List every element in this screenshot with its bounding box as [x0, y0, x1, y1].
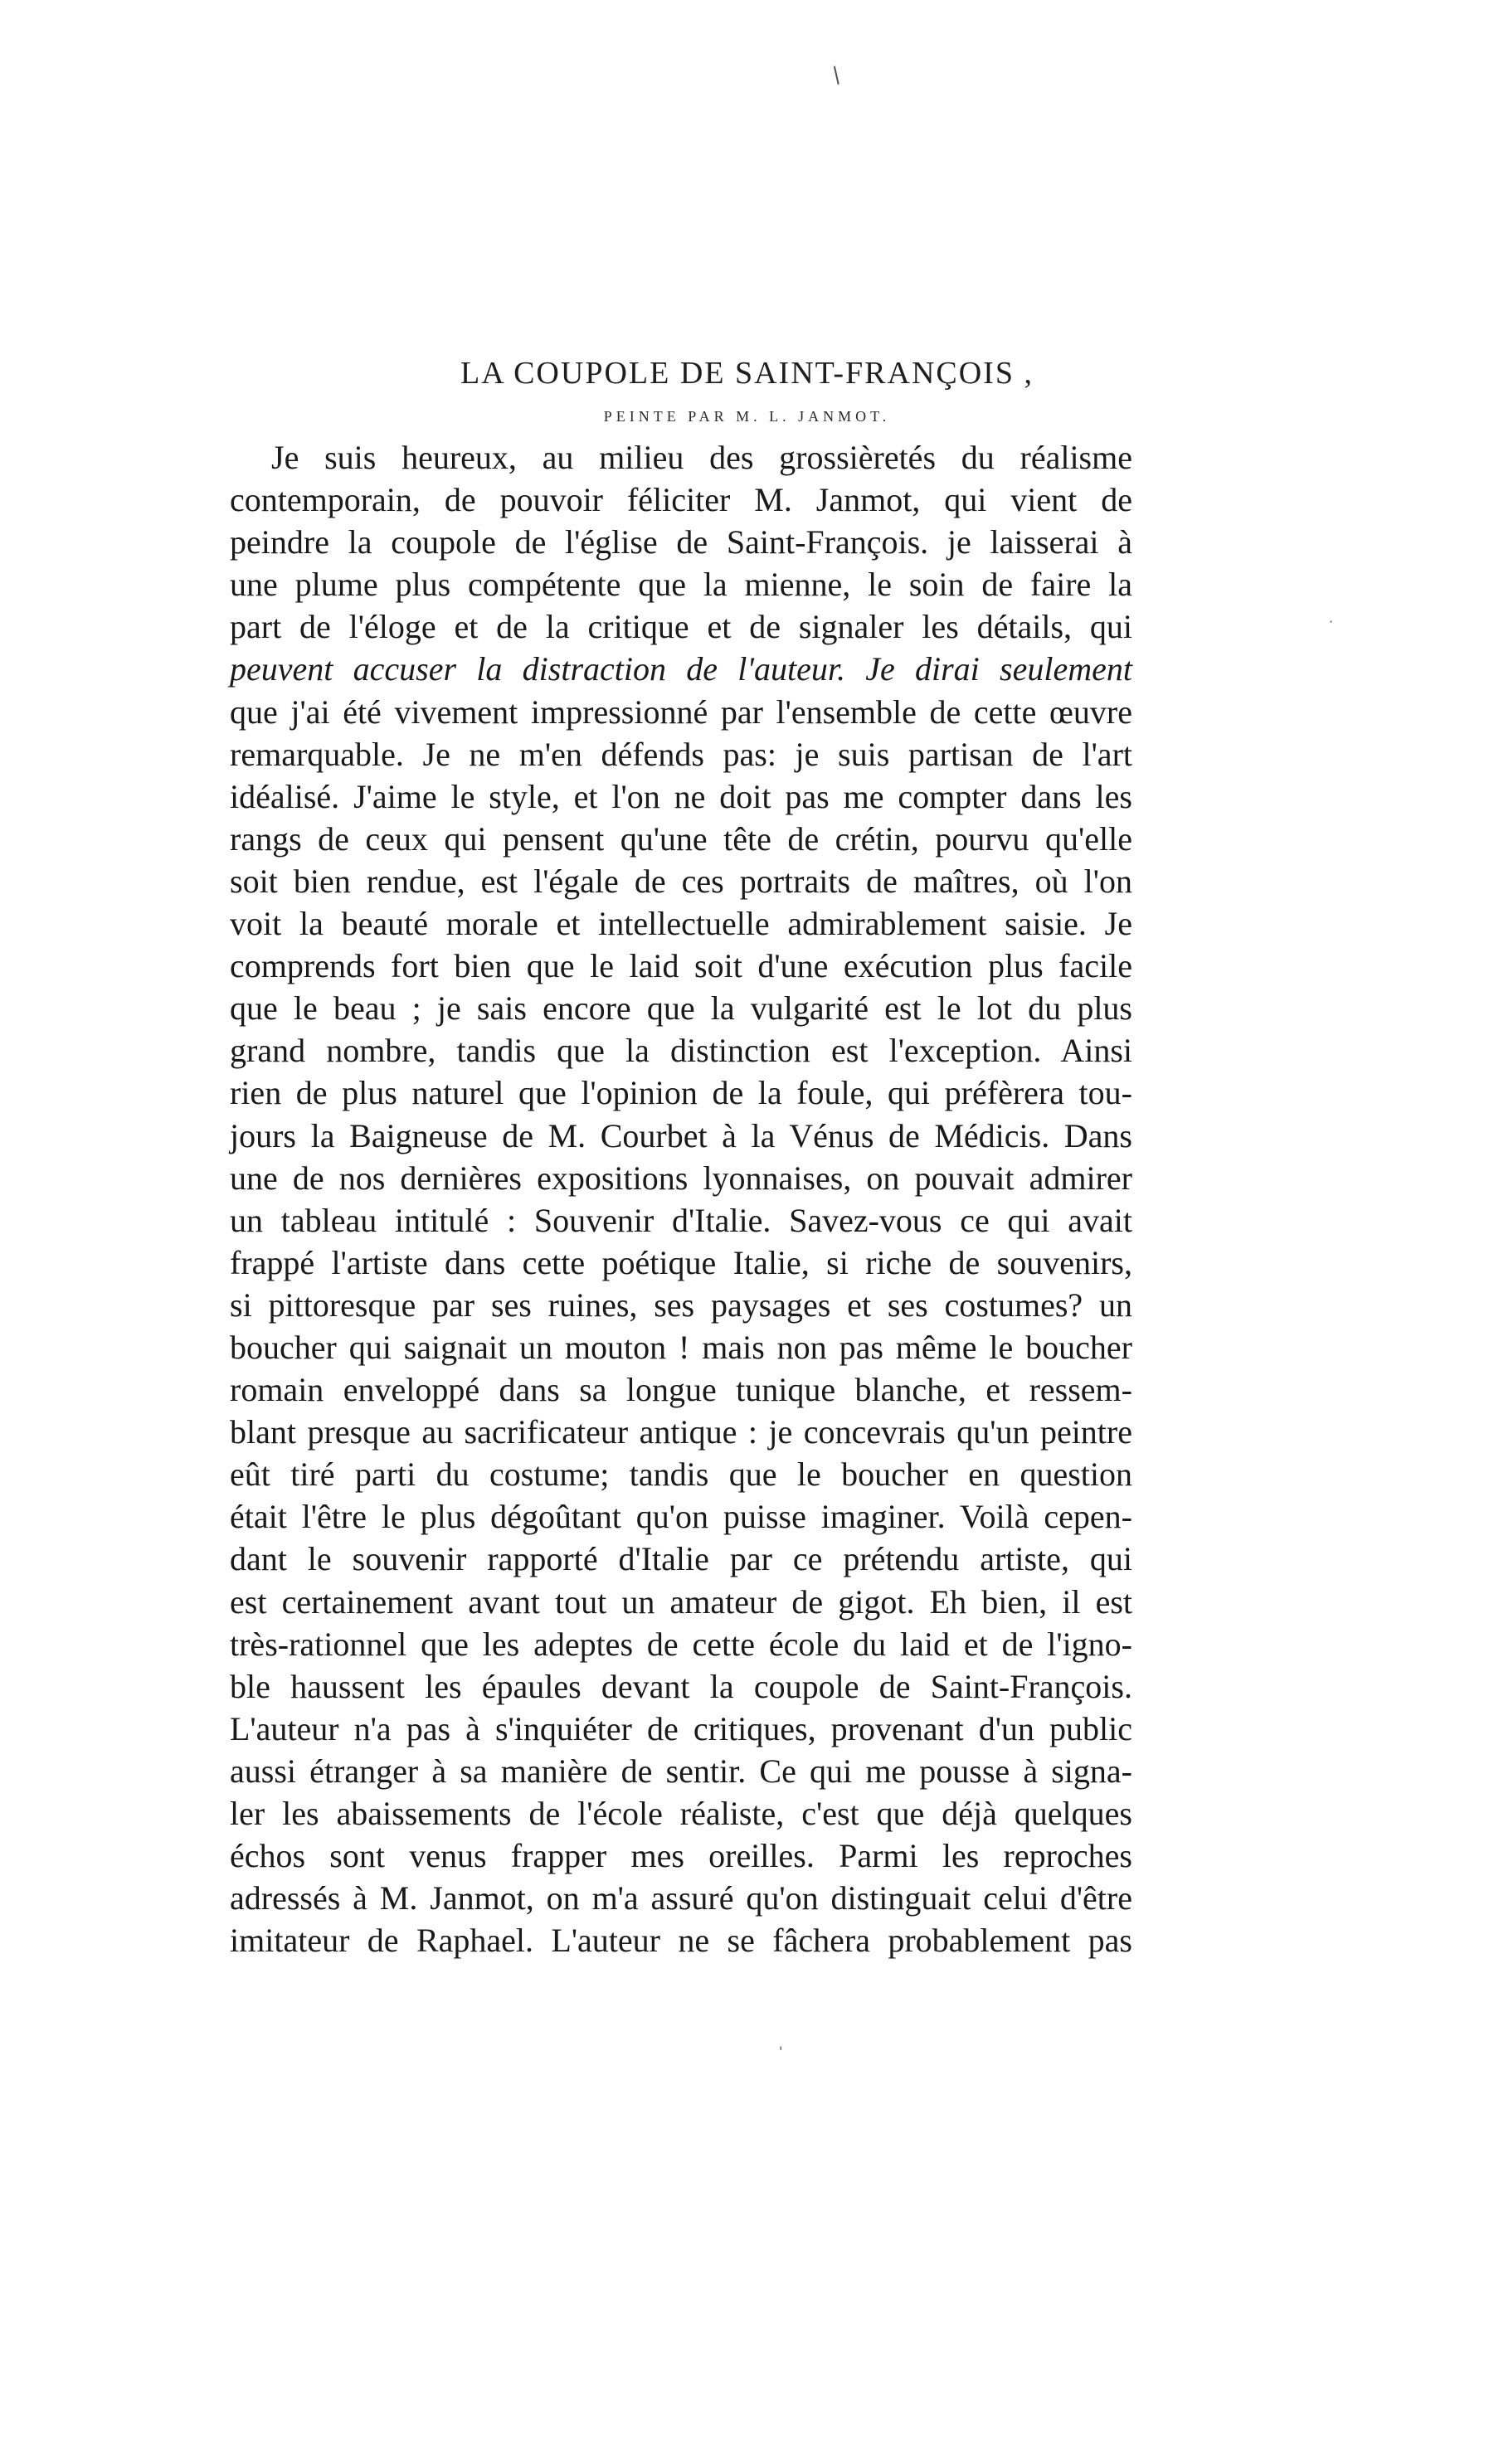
- text-line: blant presque au sacrificateur antique : je concevrais qu'un peintre: [230, 1413, 1132, 1451]
- text-line: rien de plus naturel que l'opinion de la foule, qui préfèrera tou-: [230, 1074, 1132, 1112]
- text-line: si pittoresque par ses ruines, ses paysages et ses costumes? un: [230, 1285, 1132, 1324]
- text-line: très-rationnel que les adeptes de cette école du laid et de l'igno-: [230, 1625, 1132, 1663]
- text-line: dant le souvenir rapporté d'Italie par ce prétendu artiste, qui: [230, 1540, 1132, 1578]
- text-line: peindre la coupole de l'église de Saint-François. je laisserai à: [230, 523, 1132, 561]
- body-text: [230, 436, 1132, 1961]
- text-line: que j'ai été vivement impressionné par l'ensemble de cette œuvre: [230, 693, 1132, 731]
- text-line: que le beau ; je sais encore que la vulgarité est le lot du plus: [230, 989, 1132, 1028]
- text-line: ler les abaissements de l'école réaliste, c'est que déjà quelques: [230, 1795, 1132, 1832]
- text-line: eût tiré parti du costume; tandis que le boucher en question: [230, 1456, 1132, 1494]
- text-line: remarquable. Je ne m'en défends pas: je suis partisan de l'art: [230, 735, 1132, 773]
- text-line: aussi étranger à sa manière de sentir. Ce qui me pousse à signa-: [230, 1752, 1132, 1790]
- text-line: rangs de ceux qui pensent qu'une tête de crétin, pourvu qu'elle: [230, 819, 1132, 858]
- text-line: voit la beauté morale et intellectuelle admirablement saisie. Je: [230, 905, 1132, 943]
- page-subtitle: PEINTE PAR M. L. JANMOT.: [603, 408, 891, 425]
- text-line: contemporain, de pouvoir féliciter M. Janmot, qui vient de: [230, 481, 1132, 519]
- text-line: idéalisé. J'aime le style, et l'on ne doit pas me compter dans les: [230, 777, 1132, 815]
- text-line: une de nos dernières expositions lyonnaises, on pouvait admirer: [230, 1159, 1132, 1197]
- text-line: un tableau intitulé : Souvenir d'Italie. Savez-vous ce qui avait: [230, 1201, 1132, 1239]
- text-line: est certainement avant tout un amateur de gigot. Eh bien, il est: [230, 1582, 1132, 1621]
- text-line: jours la Baigneuse de M. Courbet à la Vénus de Médicis. Dans: [230, 1116, 1132, 1154]
- text-line: échos sont venus frapper mes oreilles. Parmi les reproches: [230, 1837, 1132, 1875]
- stray-mark-right: ·: [1329, 614, 1334, 629]
- text-line: était l'être le plus dégoûtant qu'on puisse imaginer. Voilà cepen-: [230, 1498, 1132, 1536]
- stray-mark-bottom: ': [779, 2044, 783, 2059]
- text-line: soit bien rendue, est l'égale de ces portraits de maîtres, où l'on: [230, 862, 1132, 900]
- text-line: romain enveloppé dans sa longue tunique blanche, et ressem-: [230, 1371, 1132, 1409]
- text-line: adressés à M. Janmot, on m'a assuré qu'on distinguait celui d'être: [230, 1879, 1132, 1917]
- stray-mark-top: /: [827, 62, 846, 89]
- text-line: Je suis heureux, au milieu des grossièretés du réalisme: [271, 439, 1132, 476]
- text-line: part de l'éloge et de la critique et de signaler les détails, qui: [230, 608, 1132, 646]
- text-line: frappé l'artiste dans cette poétique Italie, si riche de souvenirs,: [230, 1243, 1132, 1281]
- text-line: imitateur de Raphael. L'auteur ne se fâchera probablement pas: [230, 1922, 1132, 1960]
- text-line: L'auteur n'a pas à s'inquiéter de critiques, provenant d'un public: [230, 1709, 1132, 1747]
- text-line: peuvent accuser la distraction de l'auteur. Je dirai seulement: [230, 650, 1132, 688]
- text-line: boucher qui saignait un mouton ! mais non pas même le boucher: [230, 1328, 1132, 1366]
- text-line: ble haussent les épaules devant la coupole de Saint-François.: [230, 1667, 1132, 1705]
- text-line: comprends fort bien que le laid soit d'une exécution plus facile: [230, 947, 1132, 985]
- text-line: une plume plus compétente que la mienne, le soin de faire la: [230, 566, 1132, 604]
- text-line: grand nombre, tandis que la distinction est l'exception. Ainsi: [230, 1032, 1132, 1070]
- page-title: LA COUPOLE DE SAINT-FRANÇOIS ,: [460, 356, 1034, 391]
